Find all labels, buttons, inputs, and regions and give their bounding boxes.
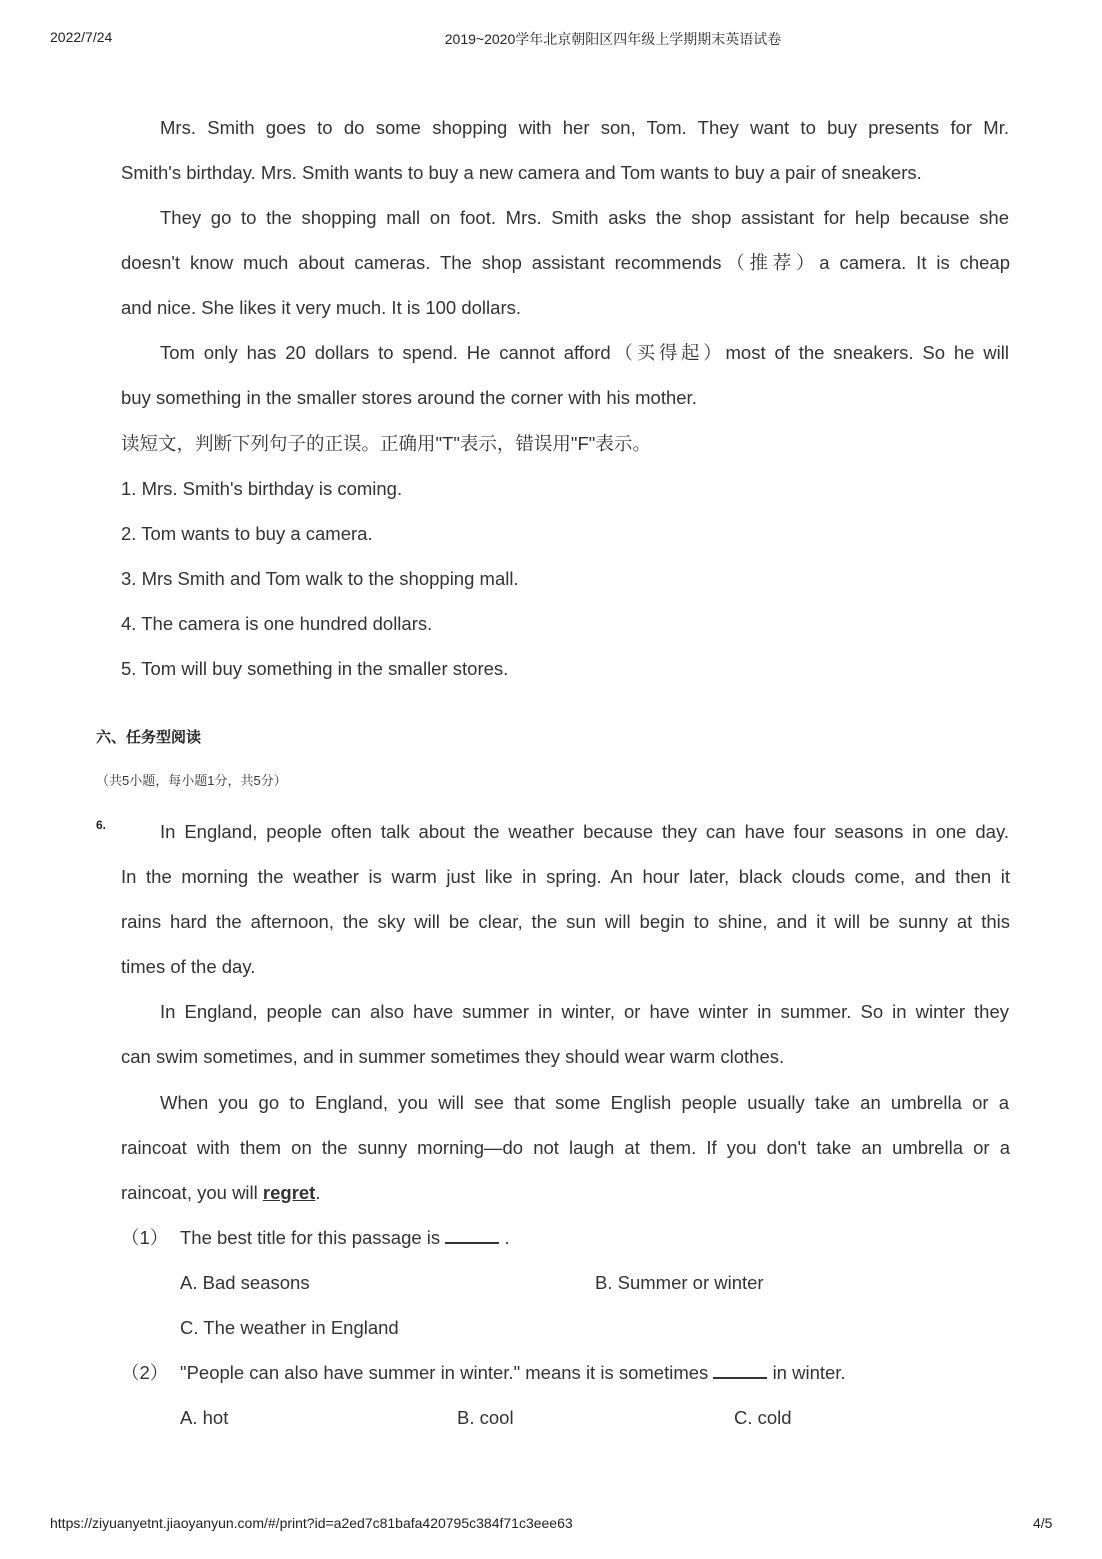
option-b: B. cool (457, 1407, 514, 1428)
passage2-line: In England, people can also have summer in winter, or have winter in summer. So in winter they (160, 1001, 1009, 1022)
stem-text: "People can also have summer in winter." means it is sometimes (180, 1362, 709, 1383)
answer-blank (713, 1361, 767, 1379)
passage2-line: raincoat with them on the sunny morning—do not laugh at them. If you don't take an umbrella or a (121, 1137, 1010, 1158)
statement-item: 5. Tom will buy something in the smaller stores. (121, 658, 509, 679)
passage2-line: In England, people often talk about the weather because they can have four seasons in one day. (160, 821, 1009, 842)
passage2-line: times of the day. (121, 956, 256, 977)
passage1-line: They go to the shopping mall on foot. Mrs. Smith asks the shop assistant for help because she (160, 207, 1009, 228)
answer-blank (445, 1226, 499, 1244)
keyword-regret: regret (262, 1182, 316, 1203)
header-date: 2022/7/24 (50, 29, 113, 45)
passage1-line: and nice. She likes it very much. It is 100 dollars. (121, 297, 521, 318)
option-c: C. The weather in England (180, 1317, 399, 1338)
statement-item: 4. The camera is one hundred dollars. (121, 613, 433, 634)
footer-url: https://ziyuanyetnt.jiaoyanyun.com/#/print?id=a2ed7c81bafa420795c384f71c3eee63 (50, 1515, 573, 1531)
option-b: B. Summer or winter (595, 1272, 764, 1293)
stem-text: . (504, 1227, 510, 1248)
option-c: C. cold (734, 1407, 792, 1428)
passage1-line: Tom only has 20 dollars to spend. He cannot afford（买得起）most of the sneakers. So he will (160, 342, 1009, 363)
section-subtitle: （共5小题，每小题1分，共5分） (96, 773, 287, 788)
judgement-instruction: 读短文，判断下列句子的正误。正确用"T"表示，错误用"F"表示。 (121, 433, 651, 454)
header-title: 2019~2020学年北京朝阳区四年级上学期期末英语试卷 (444, 31, 782, 47)
stem-text: in winter. (772, 1362, 846, 1383)
statement-item: 2. Tom wants to buy a camera. (121, 523, 373, 544)
passage2-line: When you go to England, you will see that some English people usually take an umbrella or a (160, 1092, 1009, 1113)
subquestion-stem (180, 1226, 510, 1250)
passage2-line (121, 1181, 321, 1205)
passage2-line: rains hard the afternoon, the sky will be clear, the sun will begin to shine, and it will be sunny at this (121, 911, 1010, 932)
passage2-text: . (315, 1182, 321, 1203)
passage1-line: Mrs. Smith goes to do some shopping with her son, Tom. They want to buy presents for Mr. (160, 117, 1009, 138)
statement-item: 1. Mrs. Smith's birthday is coming. (121, 478, 403, 499)
passage2-line: can swim sometimes, and in summer sometimes they should wear warm clothes. (121, 1046, 785, 1067)
statement-item: 3. Mrs Smith and Tom walk to the shopping mall. (121, 568, 519, 589)
passage2-line: In the morning the weather is warm just like in spring. An hour later, black clouds come, and then it (121, 866, 1010, 887)
passage1-line: Smith's birthday. Mrs. Smith wants to buy a new camera and Tom wants to buy a pair of sneakers. (121, 162, 922, 183)
subquestion-number: （2） (121, 1362, 169, 1383)
passage1-line: doesn't know much about cameras. The shop assistant recommends（推荐）a camera. It is cheap (121, 252, 1010, 273)
section-title: 六、任务型阅读 (96, 729, 202, 746)
option-a: A. Bad seasons (180, 1272, 310, 1293)
question-number: 6. (96, 818, 107, 832)
passage2-text: raincoat, you will (121, 1182, 263, 1203)
page-number: 4/5 (1033, 1515, 1053, 1531)
subquestion-number: （1） (121, 1227, 169, 1248)
passage1-line: buy something in the smaller stores around the corner with his mother. (121, 387, 697, 408)
subquestion-stem (180, 1361, 846, 1385)
option-a: A. hot (180, 1407, 229, 1428)
stem-text: The best title for this passage is (180, 1227, 441, 1248)
